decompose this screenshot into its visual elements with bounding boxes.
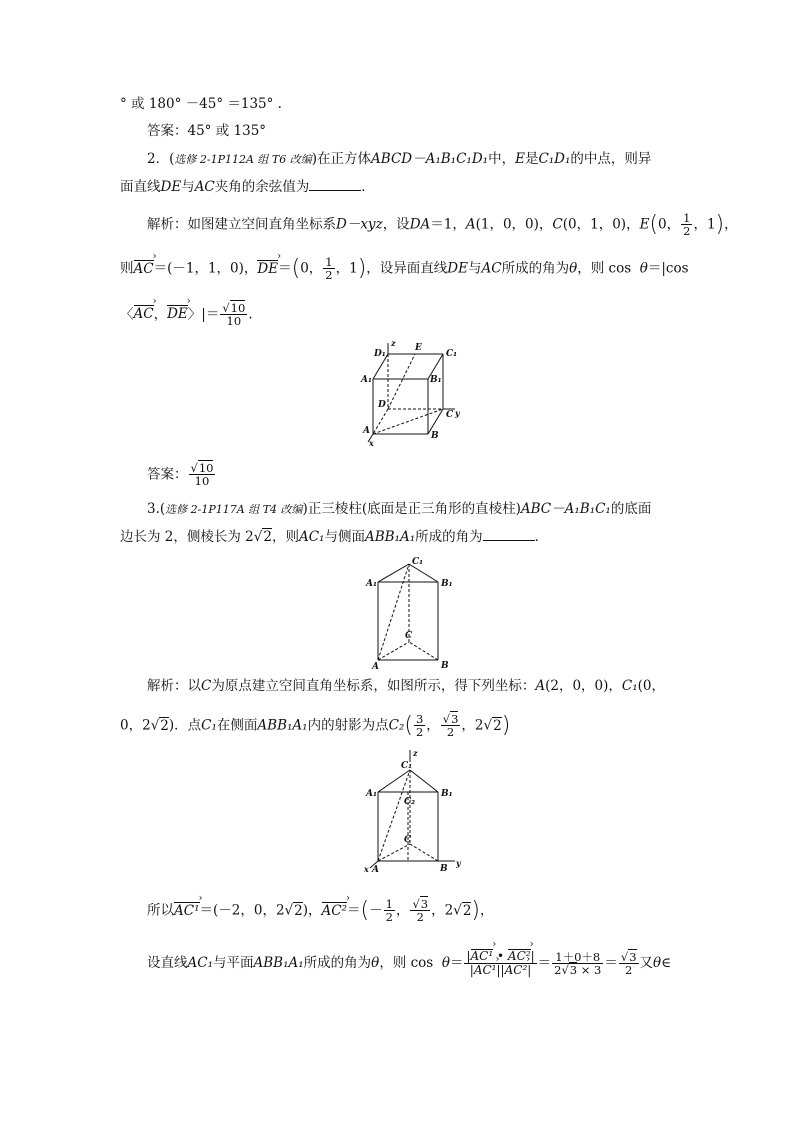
label-C1: C₁ — [401, 761, 413, 771]
p3-solution-line2: 0，2√2)．点C₁在侧面ABB₁A₁内的射影为点C₂( $\frac{3}{2}$ ， $\frac{√3}{2}$ ，2√2) — [120, 712, 511, 740]
label-C1: C₁ — [446, 349, 458, 359]
p2-solution-line1: 解析：如图建立空间直角坐标系D－xyz，设DA＝1，A(1，0，0)，C(0，1，0)，E(0， $\frac{1}{2}$ ，1)， — [147, 211, 738, 239]
label-B: B — [441, 661, 449, 670]
axis-z-label: z — [391, 338, 396, 348]
p3-question-line1: 3.(选修 2-1P117A 组 T4 改编)正三棱柱(底面是正三角形的直棱柱)ABC－A₁B₁C₁的底面 — [147, 501, 652, 517]
p2-question-line1: 2．(选修 2-1P112A 组 T6 改编)在正方体ABCD－A₁B₁C₁D₁中，E是C₁D₁的中点，则异 — [147, 151, 652, 167]
label-A1: A₁ — [366, 789, 377, 799]
fraction-sqrt10-over-10: $\frac{√10}{10}$ — [222, 301, 246, 329]
label-C2: C₂ — [404, 797, 416, 807]
label-B1: B₁ — [430, 375, 442, 385]
label-A1: A₁ — [361, 375, 372, 385]
p1-answer: 答案：45° 或 135° — [147, 123, 267, 139]
label-A1: A₁ — [366, 579, 377, 589]
label-B: B — [440, 864, 448, 873]
label-B1: B₁ — [441, 789, 453, 799]
p3-source: 选修 2-1P117A 组 T4 改编 — [165, 503, 303, 516]
axis-z-label: z — [413, 748, 418, 758]
label-A: A — [372, 865, 379, 873]
axis-y-label: y — [455, 408, 460, 418]
answer-blank — [483, 528, 535, 541]
p1-line: ° 或 180° －45° ＝135° . — [120, 96, 282, 112]
p3-cos-line: 设直线AC₁与平面ABB₁A₁所成的角为θ，则 cos θ＝ $\frac{\text{|AC¹ › • AC² ›|}}{\text{|AC¹ ›||AC² ›|}}$ ＝ $\frac{1+0+8}{2√3 \times 3}$ ＝ $\frac{√3}{2}$ 又θ∈ — [147, 950, 671, 977]
fraction-half: $\frac{1}{2}$ — [683, 211, 691, 239]
label-A: A — [363, 426, 370, 436]
cube-figure — [360, 338, 470, 446]
label-D: D — [378, 400, 386, 410]
label-C: C — [446, 410, 454, 420]
p2-answer: 答案： $\frac{√10}{10}$ — [147, 461, 214, 489]
p3-question-line2: 边长为 2，侧棱长为 2√2，则AC₁与侧面ABB₁A₁所成的角为 ． — [120, 529, 549, 545]
label-D1: D₁ — [374, 349, 386, 359]
label-C1: C₁ — [412, 557, 424, 567]
label-C: C — [404, 835, 412, 845]
axis-x-label: x — [364, 864, 369, 873]
prism-coordinate-figure — [360, 748, 470, 873]
p3-vectors-line: 所以AC¹ ›＝(－2，0，2√2)，AC² ›＝(－ $\frac{1}{2}$ ， $\frac{√3}{2}$ ，2√2)， — [147, 898, 494, 924]
p2-solution-line3: 〈AC ›，DE ›〉|＝ $\frac{√10}{10}$ . — [120, 302, 253, 328]
axis-y-label: y — [456, 858, 461, 868]
label-E: E — [415, 343, 422, 353]
p2-source: 选修 2-1P112A 组 T6 改编 — [174, 153, 312, 166]
answer-blank — [309, 178, 361, 191]
label-B: B — [431, 431, 439, 441]
prism-figure — [365, 552, 465, 670]
axis-x-label: x — [369, 438, 374, 446]
label-A: A — [372, 662, 379, 670]
p2-question-line2: 面直线DE与AC夹角的余弦值为 ． — [120, 179, 375, 195]
p3-solution-line1: 解析：以C为原点建立空间直角坐标系，如图所示，得下列坐标：A(2，0，0)，C₁(0， — [147, 678, 666, 694]
label-B1: B₁ — [441, 579, 453, 589]
p2-solution-line2: 则AC ›＝(－1，1，0)，DE ›＝(0， $\frac{1}{2}$ ，1)，设异面直线DE与AC所成的角为θ，则 cos θ＝|cos — [120, 256, 689, 282]
label-C: C — [405, 631, 413, 641]
